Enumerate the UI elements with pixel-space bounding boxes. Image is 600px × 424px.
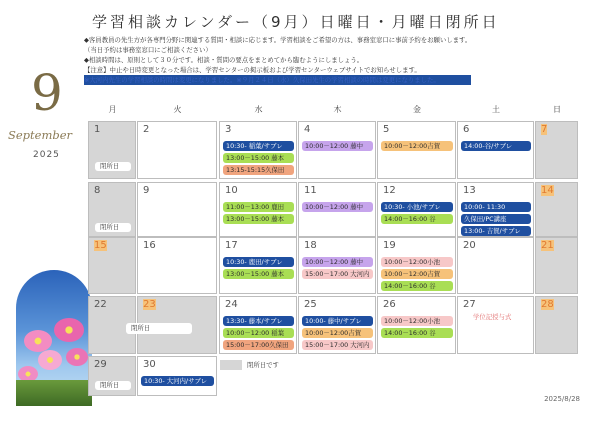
day-number: 5 [383,124,390,135]
consultation-event[interactable]: 15:00－17:00 大河内 [302,340,373,350]
day-cell[interactable] [298,182,376,237]
day-number: 3 [225,124,232,135]
day-number: 26 [383,299,396,310]
day-cell[interactable] [88,356,136,396]
day-cell[interactable] [137,182,217,237]
day-cell[interactable] [88,237,136,294]
closed-day-legend-label: 閉所日です [247,361,279,369]
weekday-header: 日 [553,105,561,114]
consultation-event[interactable]: 10:00- 藤中/サブレ [302,316,373,326]
consultation-event[interactable]: 10:00－12:00 藤中 [302,202,373,212]
consultation-event[interactable]: 13:00－15:00 藤本 [223,269,294,279]
note-line: （当日予約は事務室窓口にご相談ください） [84,46,212,54]
consultation-event[interactable]: 13:30- 藤本/サブレ [223,316,294,326]
day-cell[interactable] [457,296,534,354]
closed-day-label: 閉所日 [95,162,131,171]
day-cell[interactable] [457,237,534,294]
day-cell[interactable] [298,121,376,179]
day-cell[interactable] [377,296,456,354]
day-cell[interactable] [137,121,217,179]
closed-day-legend-swatch [220,360,242,370]
day-cell[interactable] [298,296,376,354]
closed-day-label: 閉所日 [95,223,131,232]
day-number: 10 [225,185,238,196]
closed-day-label: 閉所日 [95,381,131,390]
day-number: 1 [94,124,101,135]
consultation-event[interactable]: 13:00－15:00 藤本 [223,153,294,163]
note-line: ◆相談時間は、原則として３０分です。相談・質問の要点をまとめてから臨むようにしましょう。 [84,56,364,64]
day-cell[interactable] [457,182,534,237]
month-name: September [8,128,73,142]
day-number: 15 [94,240,107,251]
cosmos-flower-image [16,270,92,406]
day-cell[interactable] [219,296,297,354]
consultation-event[interactable]: 10:00－12:00小池 [381,257,453,267]
consultation-event[interactable]: 10:00－12:00小池 [381,316,453,326]
closed-day-span-label: 閉所日 [126,323,192,334]
day-number: 9 [143,185,150,196]
day-cell[interactable] [298,237,376,294]
day-number: 12 [383,185,396,196]
consultation-event[interactable]: 13:00－15:00 藤本 [223,214,294,224]
month-number: 9 [31,64,63,122]
day-number: 19 [383,240,396,251]
note-line: ※大河内先生の学習相談の時間は変更になりました。※９月２４日（水）久保田先生の学習相談の時間は変更になりました。 [84,75,471,85]
consultation-event[interactable]: 15:00－17:00久保田 [223,340,294,350]
day-cell[interactable] [535,237,578,294]
day-number: 7 [541,124,548,135]
day-number: 20 [463,240,476,251]
consultation-event[interactable]: 14:00－16:00 谷 [381,328,453,338]
consultation-event[interactable]: 15:00－17:00 大河内 [302,269,373,279]
calendar-title: 学習相談カレンダー（9月）日曜日・月曜日閉所日 [92,13,500,31]
day-number: 22 [94,299,107,310]
day-number: 27 [463,299,476,310]
day-cell[interactable] [219,121,297,179]
consultation-event[interactable]: 久保田/PC講座 [461,214,531,224]
day-number: 8 [94,185,101,196]
day-cell[interactable] [535,121,578,179]
day-number: 30 [143,359,156,370]
consultation-event[interactable]: 14:00－16:00 谷 [381,281,453,291]
day-cell[interactable] [88,182,136,237]
consultation-event[interactable]: 10:00－12:00吉賀 [381,269,453,279]
day-number: 11 [304,185,317,196]
day-number: 2 [143,124,150,135]
weekday-header: 火 [173,105,182,114]
day-cell[interactable] [535,296,578,354]
note-line: ◆客員教員の先生方が各専門分野に関連する質問・相談に応じます。学習相談をご希望の方は、事務室窓口に事前予約をお願いします。 [84,36,472,44]
consultation-event[interactable]: 10:30- 大河内/サブレ [141,376,214,386]
consultation-event[interactable]: 13:15-15:15久保田 [223,165,294,175]
consultation-event[interactable]: 10:00－12:00吉賀 [381,141,453,151]
day-cell[interactable] [377,121,456,179]
consultation-event[interactable]: 14:00－16:00 谷 [381,214,453,224]
day-number: 28 [541,299,554,310]
weekday-header: 土 [492,105,500,114]
day-number: 29 [94,359,107,370]
day-cell[interactable] [137,356,217,396]
note-line: 【注意】中止や日時変更となった場合は、学習センターの掲示板および学習センターウェブサイトでお知らせします。 [84,66,421,74]
day-cell[interactable] [219,182,297,237]
consultation-event[interactable]: 10:00－12:00 藤中 [302,141,373,151]
day-cell[interactable] [377,182,456,237]
consultation-event[interactable]: 10:30- 鹿田/サブレ [223,257,294,267]
consultation-event[interactable]: 10:30- 小池/サブレ [381,202,453,212]
day-number: 24 [225,299,238,310]
weekday-header: 水 [254,105,263,114]
day-cell[interactable] [535,182,578,237]
notes [84,35,471,85]
ceremony-label: 学位記授与式 [468,313,511,322]
day-cell[interactable] [137,237,217,294]
consultation-event[interactable]: 10:30- 稲葉/サブレ [223,141,294,151]
footer-date: 2025/8/28 [544,395,580,403]
consultation-event[interactable]: 11:00－13:00 鹿田 [223,202,294,212]
day-number: 17 [225,240,238,251]
consultation-event[interactable]: 10:00－12:00 藤中 [302,257,373,267]
weekday-header: 金 [413,105,421,114]
consultation-event[interactable]: 10:00－12:00 稲葉 [223,328,294,338]
day-cell[interactable] [457,121,534,179]
day-number: 18 [304,240,317,251]
weekday-header: 月 [108,105,117,114]
day-number: 23 [143,299,156,310]
year: 2025 [33,150,60,160]
day-cell[interactable] [88,121,136,179]
consultation-event[interactable]: 10:00－12:00吉賀 [302,328,373,338]
day-number: 4 [304,124,311,135]
day-cell[interactable] [377,237,456,294]
day-number: 6 [463,124,470,135]
day-number: 16 [143,240,156,251]
day-cell[interactable] [219,237,297,294]
day-number: 21 [541,240,554,251]
weekday-header: 木 [333,105,342,114]
day-number: 14 [541,185,554,196]
consultation-event[interactable]: 13:00- 吉賀/サブレ [461,226,531,236]
day-number: 25 [304,299,317,310]
consultation-event[interactable]: 10:00- 11:30 [461,202,531,212]
day-number: 13 [463,185,476,196]
consultation-event[interactable]: 14:00-谷/サブレ [461,141,531,151]
